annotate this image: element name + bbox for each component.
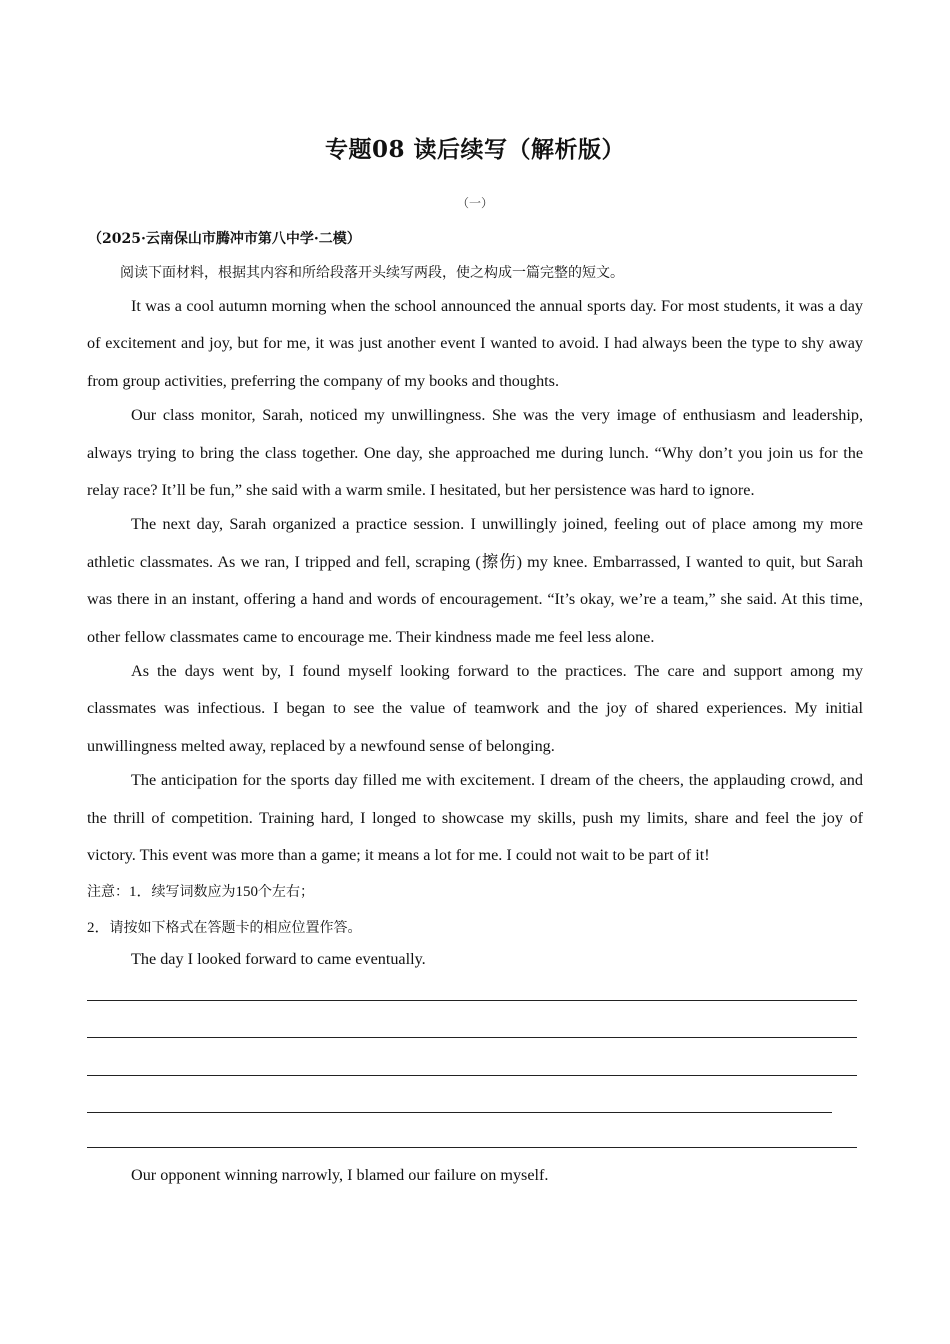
paragraph-starter-2: Our opponent winning narrowly, I blamed our failure on myself. bbox=[131, 1166, 549, 1184]
answer-line[interactable] bbox=[87, 1112, 832, 1113]
note-number: 2． bbox=[87, 920, 110, 936]
passage-paragraph: It was a cool autumn morning when the school announced the annual sports day. For most students, it was a day of excitement and joy, but for me, it was just another event I wanted to avoid. I had always been the type to shy away from group activities, preferring the company of my books and thoughts. bbox=[87, 297, 863, 390]
note-line-1 bbox=[87, 880, 314, 901]
exam-source: （2025·云南保山市腾冲市第八中学·二模） bbox=[88, 231, 361, 247]
page-title: 专题08 读后续写（解析版） bbox=[324, 136, 625, 163]
passage-paragraph: The next day, Sarah organized a practice session. I unwillingly joined, feeling out of place among my more athletic classmates. As we ran, I tripped and fell, scraping (擦伤) my knee. Embarrassed, I wanted to quit, but Sarah was there in an instant, offering a hand and words of encouragement. “It’s okay, we’re a team,” she said. At this time, other fellow classmates came to encourage me. Their kindness made me feel less alone. bbox=[87, 515, 863, 646]
reading-passage bbox=[87, 288, 863, 875]
answer-line[interactable] bbox=[87, 1147, 857, 1148]
passage-paragraph: Our class monitor, Sarah, noticed my unwillingness. She was the very image of enthusiasm and leadership, always trying to bring the class together. One day, she approached me during lunch. “Why don’t you join us for the relay race? It’ll be fun,” she said with a warm smile. I hesitated, but her persistence was hard to ignore. bbox=[87, 406, 863, 500]
task-instruction: 阅读下面材料，根据其内容和所给段落开头续写两段，使之构成一篇完整的短文。 bbox=[120, 265, 624, 281]
note-text: 个左右； bbox=[258, 884, 315, 900]
answer-line[interactable] bbox=[87, 1037, 857, 1038]
word-count: 150 bbox=[235, 884, 259, 900]
note-number: 1． bbox=[129, 884, 152, 900]
paragraph-starter-1: The day I looked forward to came eventually. bbox=[131, 950, 426, 968]
note-text: 续写词数应为 bbox=[151, 884, 236, 900]
section-number: （一） bbox=[456, 196, 493, 210]
note-line-2 bbox=[87, 916, 362, 937]
answer-line[interactable] bbox=[87, 1000, 857, 1001]
note-prefix: 注意： bbox=[87, 884, 129, 900]
passage-paragraph: The anticipation for the sports day filled me with excitement. I dream of the cheers, the applauding crowd, and the thrill of competition. Training hard, I longed to showcase my skills, push my limits, share and feel the joy of victory. This event was more than a game; it means a lot for me. I could not wait to be part of it! bbox=[87, 771, 863, 865]
passage-paragraph: As the days went by, I found myself looking forward to the practices. The care and support among my classmates was infectious. I began to see the value of teamwork and the joy of shared experiences. My initial unwillingness melted away, replaced by a newfound sense of belonging. bbox=[87, 662, 863, 755]
answer-line[interactable] bbox=[87, 1075, 857, 1076]
note-text: 请按如下格式在答题卡的相应位置作答。 bbox=[109, 920, 362, 936]
